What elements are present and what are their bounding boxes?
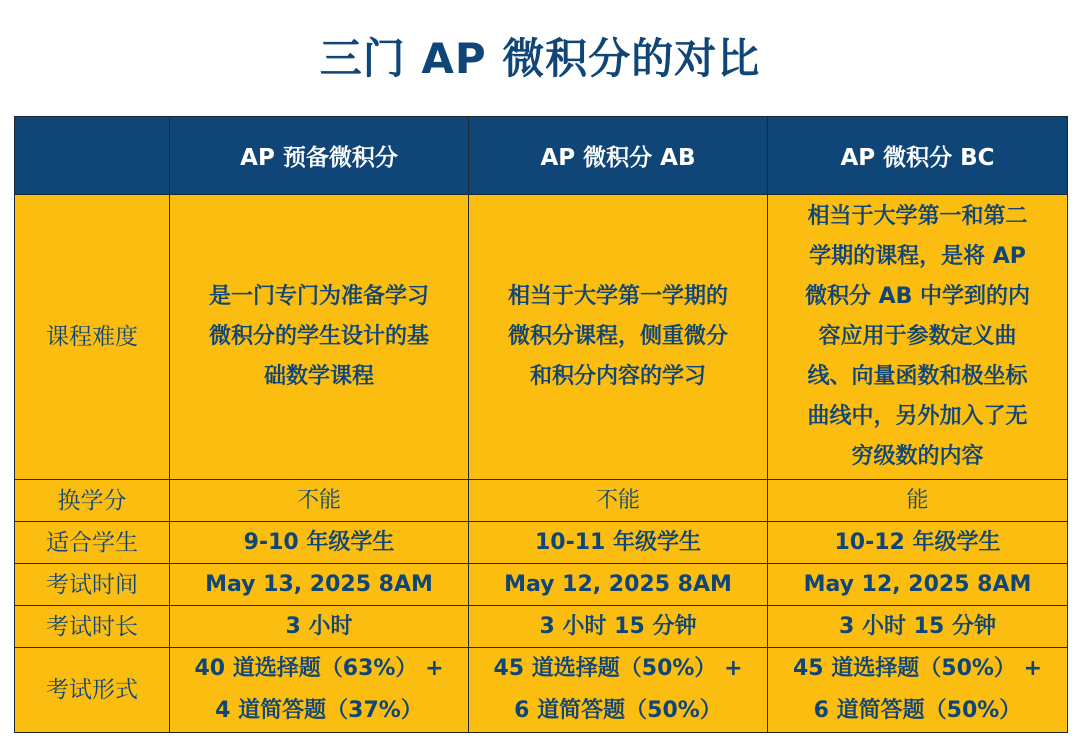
table-row: [15, 522, 1068, 564]
row-label-students: 适合学生: [15, 522, 170, 564]
table-cell: 45 道选择题（50%） + 6 道简答题（50%）: [469, 648, 768, 733]
table-cell: 45 道选择题（50%） + 6 道简答题（50%）: [768, 648, 1068, 733]
row-label-difficulty: 课程难度: [15, 195, 170, 480]
table-cell: 不能: [170, 480, 469, 522]
table-cell: 相当于大学第一和第二 学期的课程，是将 AP 微积分 AB 中学到的内 容应用于参数定义曲 线、向量函数和极坐标 曲线中，另外加入了无 穷级数的内容: [768, 195, 1068, 480]
table-cell: 3 小时 15 分钟: [768, 606, 1068, 648]
page-title: 三门 AP 微积分的对比: [319, 34, 761, 83]
header-ap-calculus-bc: AP 微积分 BC: [768, 117, 1068, 195]
table-cell: 是一门专门为准备学习 微积分的学生设计的基 础数学课程: [170, 195, 469, 480]
row-label-exam-date: 考试时间: [15, 564, 170, 606]
table-row: [15, 480, 1068, 522]
table-cell: 40 道选择题（63%） + 4 道简答题（37%）: [170, 648, 469, 733]
header-corner-cell: [15, 117, 170, 195]
table-row: [15, 648, 1068, 733]
comparison-table: [14, 116, 1068, 733]
table-cell: 3 小时 15 分钟: [469, 606, 768, 648]
table-row: [15, 195, 1068, 480]
table-cell: 3 小时: [170, 606, 469, 648]
table-cell: 相当于大学第一学期的 微积分课程，侧重微分 和积分内容的学习: [469, 195, 768, 480]
table-cell: 10-11 年级学生: [469, 522, 768, 564]
table-row: [15, 606, 1068, 648]
row-label-credit: 换学分: [15, 480, 170, 522]
row-label-exam-duration: 考试时长: [15, 606, 170, 648]
row-label-exam-format: 考试形式: [15, 648, 170, 733]
table-row: [15, 564, 1068, 606]
table-cell: 10-12 年级学生: [768, 522, 1068, 564]
table-cell: May 13, 2025 8AM: [170, 564, 469, 606]
table-header-row: [15, 117, 1068, 195]
header-ap-precalculus: AP 预备微积分: [170, 117, 469, 195]
table-cell: 能: [768, 480, 1068, 522]
header-ap-calculus-ab: AP 微积分 AB: [469, 117, 768, 195]
table-cell: 9-10 年级学生: [170, 522, 469, 564]
table-cell: May 12, 2025 8AM: [469, 564, 768, 606]
table-cell: May 12, 2025 8AM: [768, 564, 1068, 606]
table-cell: 不能: [469, 480, 768, 522]
